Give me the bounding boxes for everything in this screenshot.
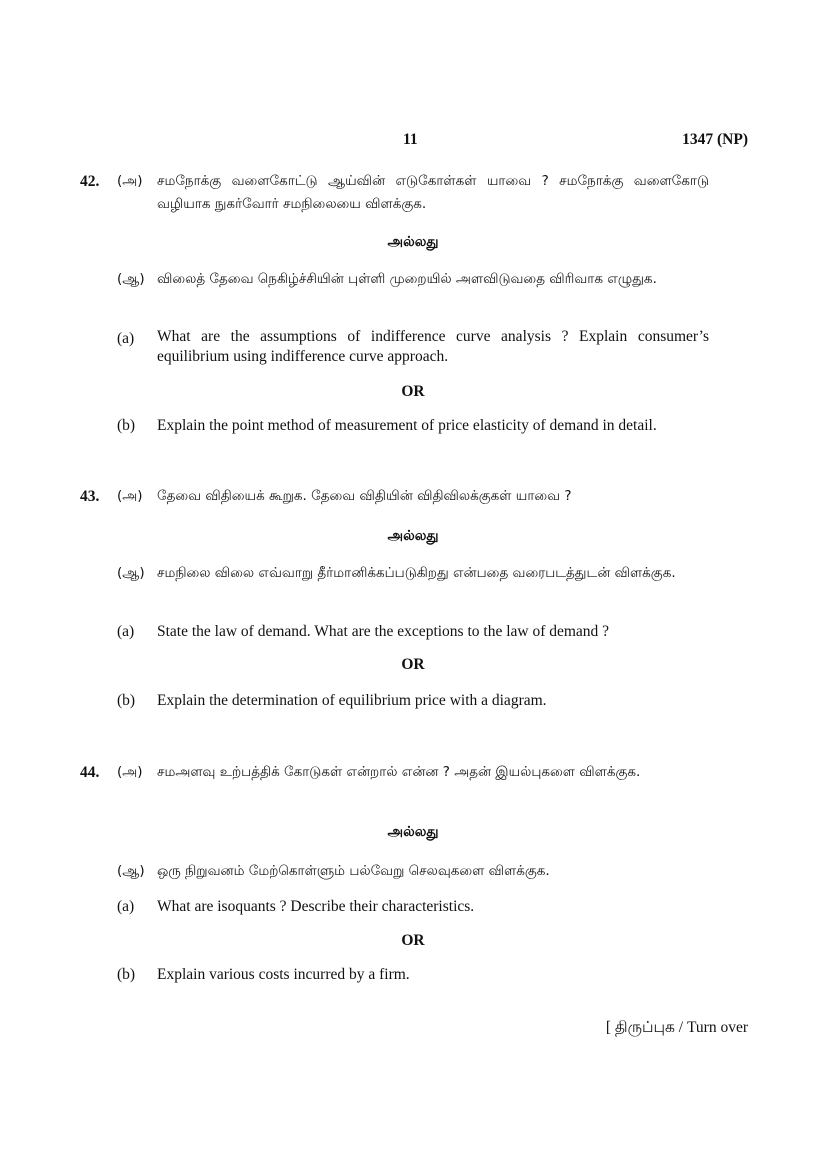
question-text-english-b: Explain the point method of measurement of price elasticity of demand in detail.	[157, 417, 657, 434]
question-text-tamil-a: சமஅளவு உற்பத்திக் கோடுகள் என்றால் என்ன ? அதன் இயல்புகளை விளக்குக.	[157, 764, 641, 780]
question-text-tamil-b: விலைத் தேவை நெகிழ்ச்சியின் புள்ளி முறையில் அளவிடுவதை விரிவாக எழுதுக.	[157, 271, 657, 287]
or-divider: OR	[401, 383, 425, 400]
question-text-english-b: Explain the determination of equilibrium price with a diagram.	[157, 692, 547, 709]
option-label: (a)	[117, 623, 135, 640]
question-text-tamil-a: தேவை விதியைக் கூறுக. தேவை விதியின் விதிவிலக்குகள் யாவை ?	[157, 488, 572, 504]
question-text-english-a: State the law of demand. What are the exceptions to the law of demand ?	[157, 623, 610, 640]
option-label: (ஆ)	[117, 271, 145, 287]
page-number: 11	[403, 131, 418, 148]
turn-over-note: [ திருப்புக / Turn over	[605, 1019, 748, 1036]
option-label: (a)	[117, 898, 135, 915]
option-label: (அ)	[117, 173, 143, 189]
question-text-tamil-b: சமநிலை விலை எவ்வாறு தீர்மானிக்கப்படுகிறது என்பதை வரைபடத்துடன் விளக்குக.	[157, 565, 676, 581]
or-divider: OR	[401, 656, 425, 673]
question-text-english-a: What are isoquants ? Describe their characteristics.	[157, 898, 475, 915]
option-label: (ஆ)	[117, 863, 145, 879]
option-label: (அ)	[117, 764, 143, 780]
option-label: (ஆ)	[117, 565, 145, 581]
question-number: 44.	[80, 764, 100, 781]
paper-code: 1347 (NP)	[682, 131, 748, 148]
option-label: (அ)	[117, 488, 143, 504]
question-number: 42.	[80, 173, 100, 190]
or-divider-tamil: அல்லது	[387, 528, 439, 544]
question-text-tamil-b: ஒரு நிறுவனம் மேற்கொள்ளும் பல்வேறு செலவுகளை விளக்குக.	[157, 863, 550, 879]
question-number: 43.	[80, 488, 100, 505]
option-label: (b)	[117, 966, 136, 983]
option-label: (b)	[117, 692, 136, 709]
question-text-english-a: What are the assumptions of indifference curve analysis ? Explain consumer’s equilibrium using indifference curve approach.	[157, 328, 709, 365]
question-text-tamil-a: சமநோக்கு வளைகோட்டு ஆய்வின் எடுகோள்கள் யாவை ? சமநோக்கு வளைகோடு வழியாக நுகர்வோர் சமநிலையை விளக்குக.	[157, 173, 709, 212]
option-label: (b)	[117, 417, 136, 434]
question-text-english-b: Explain various costs incurred by a firm.	[157, 966, 410, 983]
option-label: (a)	[117, 330, 135, 347]
or-divider-tamil: அல்லது	[387, 234, 439, 250]
or-divider-tamil: அல்லது	[387, 824, 439, 840]
or-divider: OR	[401, 932, 425, 949]
